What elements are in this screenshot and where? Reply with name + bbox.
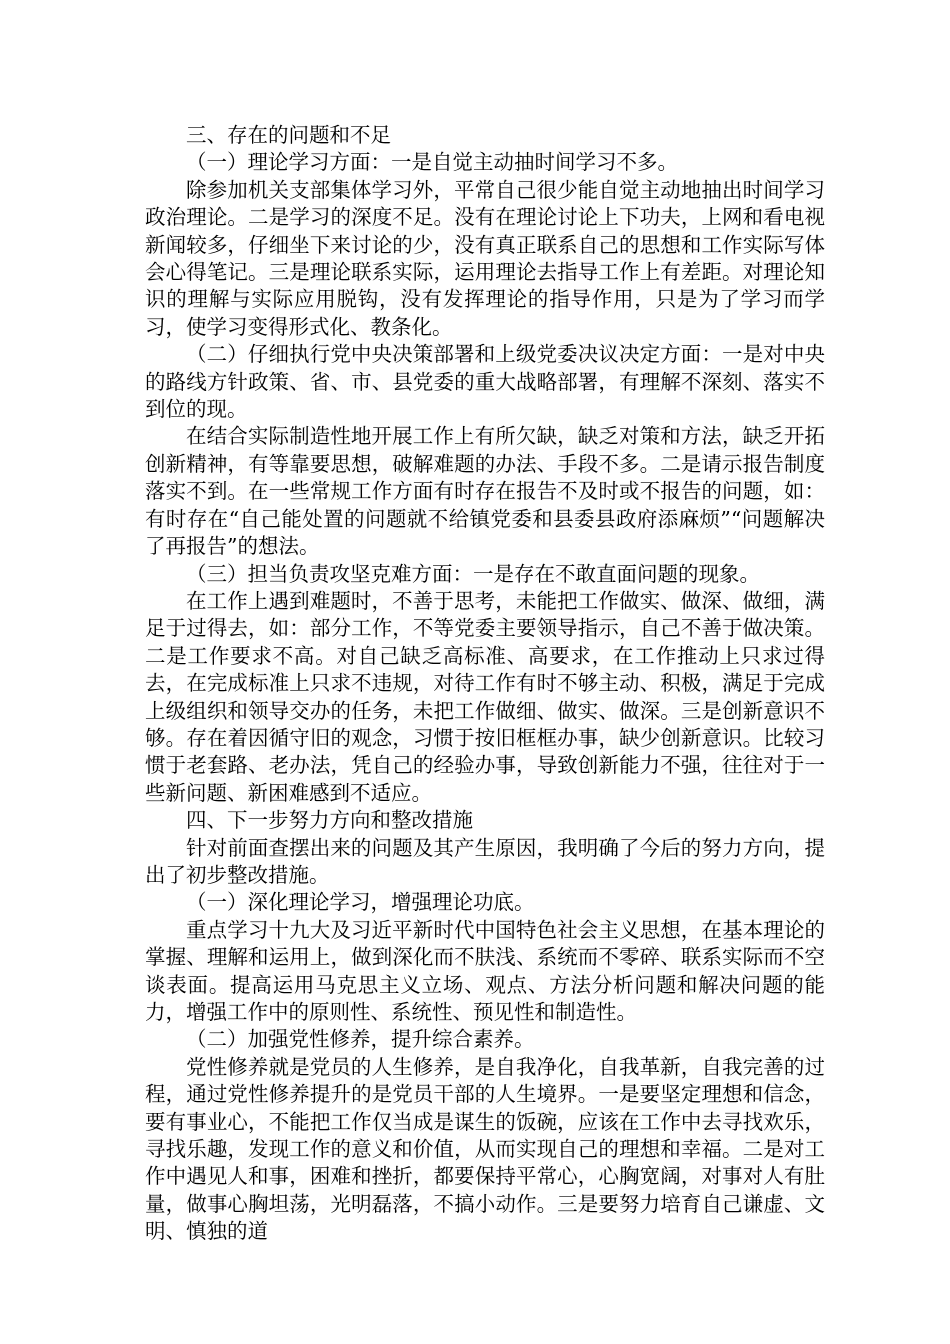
paragraph-next-steps-intro: 针对前面查摆出来的问题及其产生原因，我明确了今后的努力方向，提出了初步整改措施。 bbox=[145, 835, 825, 887]
subheading-deepen-theory: （一）深化理论学习，增强理论功底。 bbox=[186, 890, 535, 915]
section-heading-problems: 三、存在的问题和不足 bbox=[186, 123, 391, 147]
subheading-responsibility: （三）担当负责攻坚克难方面：一是存在不敢直面问题的现象。 bbox=[186, 561, 760, 586]
subheading-policy-execution: （二）仔细执行党中央决策部署和上级党委决议决定方面：一是对中央的路线方针政策、省、市、县党委的重大战略部署，有理解不深刻、落实不到位的现。 bbox=[145, 342, 825, 422]
paragraph-party-spirit: 党性修养就是党员的人生修养，是自我净化，自我革新，自我完善的过程，通过党性修养提升的是党员干部的人生境界。一是要坚定理想和信念，要有事业心，不能把工作仅当成是谋生的饭碗，应该在工作中去寻找欢乐，寻找乐趣，发现工作的意义和价值，从而实现自己的理想和幸福。二是对工作中遇见人和事，困难和挫折，都要保持平常心，心胸宽阔，对事对人有肚量，做事心胸坦荡，光明磊落，不搞小动作。三是要努力培育自己谦虚、文明、慎独的道 bbox=[145, 1054, 825, 1244]
paragraph-theory-study: 除参加机关支部集体学习外，平常自己很少能自觉主动地抽出时间学习政治理论。二是学习的深度不足。没有在理论讨论上下功夫，上网和看电视新闻较多，仔细坐下来讨论的少，没有真正联系自己的思想和工作实际写体会心得笔记。三是理论联系实际，运用理论去指导工作上有差距。对理论知识的理解与实际应用脱钩，没有发挥理论的指导作用，只是为了学习而学习，使学习变得形式化、教条化。 bbox=[145, 177, 825, 339]
subheading-party-spirit: （二）加强党性修养，提升综合素养。 bbox=[186, 1027, 535, 1052]
section-heading-next-steps: 四、下一步努力方向和整改措施 bbox=[186, 808, 473, 833]
subheading-theory-study: （一）理论学习方面：一是自觉主动抽时间学习不多。 bbox=[186, 150, 678, 175]
paragraph-deepen-theory: 重点学习十九大及习近平新时代中国特色社会主义思想，在基本理论的掌握、理解和运用上，做到深化而不肤浅、系统而不零碎、联系实际而不空谈表面。提高运用马克思主义立场、观点、方法分析问题和解决问题的能力，增强工作中的原则性、系统性、预见性和制造性。 bbox=[145, 917, 825, 1024]
document-body bbox=[145, 122, 825, 1246]
paragraph-responsibility: 在工作上遇到难题时，不善于思考，未能把工作做实、做深、做细，满足于过得去，如：部分工作，不等党委主要领导指示，自己不善于做决策。二是工作要求不高。对自己缺乏高标准、高要求，在工作推动上只求过得去，在完成标准上只求不违规，对待工作有时不够主动、积极，满足于完成上级组织和领导交办的任务，未把工作做细、做实、做深。三是创新意识不够。存在着因循守旧的观念，习惯于按旧框框办事，缺少创新意识。比较习惯于老套路、老办法，凭自己的经验办事，导致创新能力不强，往往对于一些新问题、新困难感到不适应。 bbox=[145, 588, 825, 805]
paragraph-policy-execution: 在结合实际制造性地开展工作上有所欠缺，缺乏对策和方法，缺乏开拓创新精神，有等靠要思想，破解难题的办法、手段不多。二是请示报告制度落实不到。在一些常规工作方面有时存在报告不及时或不报告的问题，如：有时存在“自己能处置的问题就不给镇党委和县委县政府添麻烦”“问题解决了再报告”的想法。 bbox=[145, 424, 825, 559]
